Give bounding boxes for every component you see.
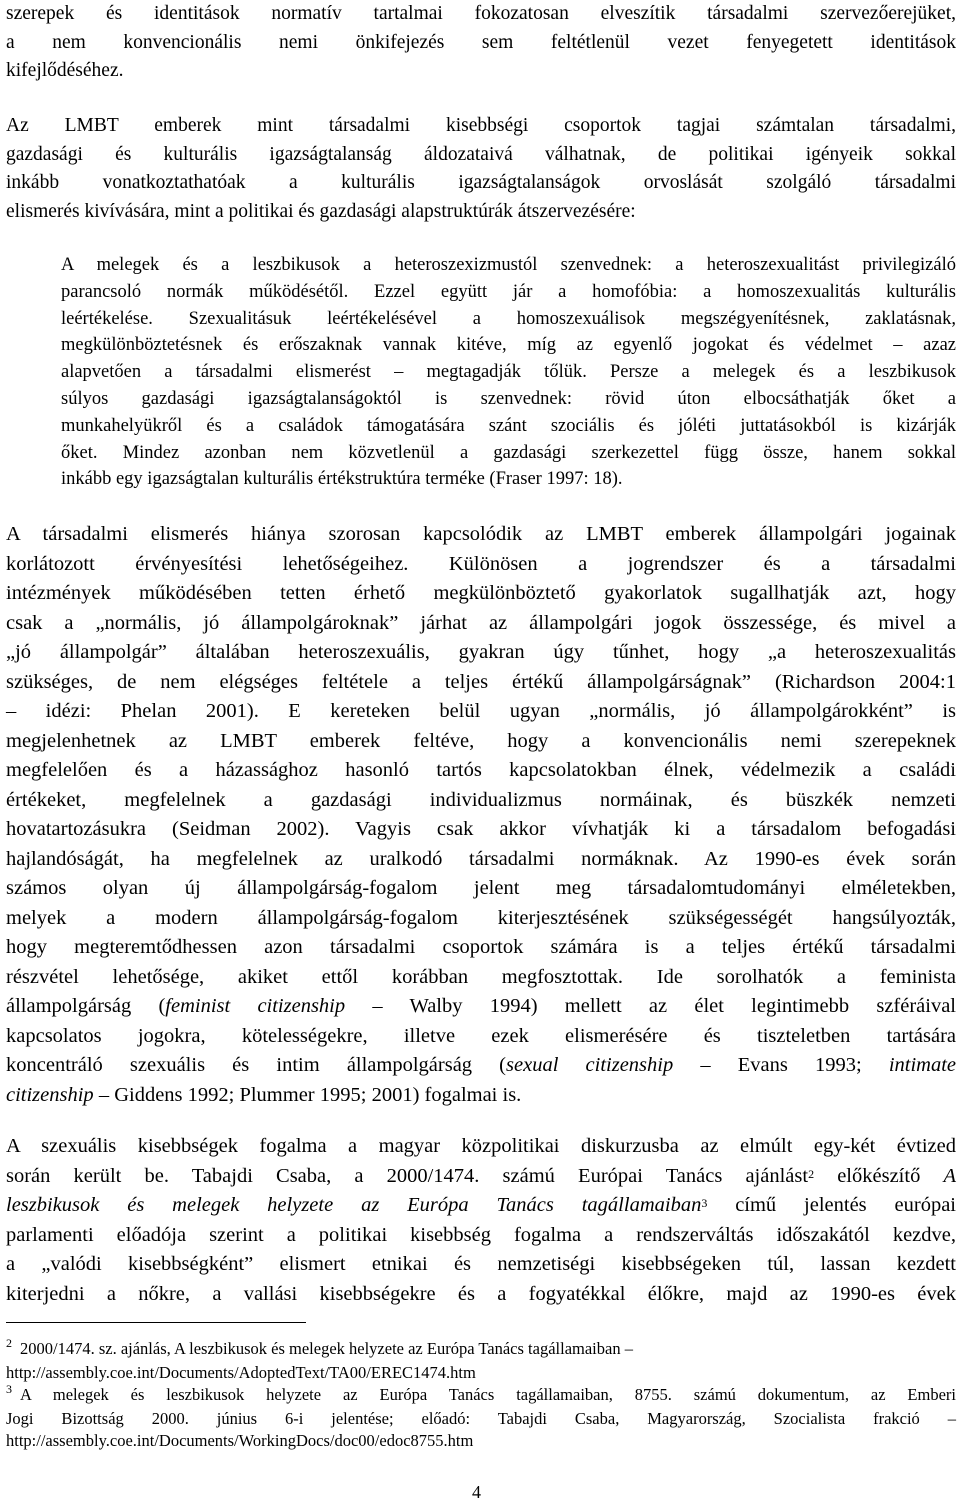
text-line: kapcsolatos jogokra, kötelességekre, illetve ezek elismerésére és tiszteletben tartására (6, 1024, 956, 1047)
text-line: megjelenhetnek az LMBT emberek feltéve, hogy a konvencionális nemi szerepeknek (6, 729, 956, 752)
text-line: szükséges, de nem elégséges feltétele a teljes értékű állampolgárságnak” (Richardson 2004:1 (6, 670, 956, 693)
footnote-line: Jogi Bizottság 2000. június 6-i jelentése; előadó: Tabajdi Csaba, Magyarország, Szocialista frakció – (6, 1408, 956, 1428)
footnote-divider (6, 1322, 306, 1323)
text-line: – idézi: Phelan 2001). E kereteken belül ugyan „normális, jó állampolgárokként” is (6, 700, 956, 722)
text-line: Az LMBT emberek mint társadalmi kisebbségi csoportok tagjai számtalan társadalmi, (6, 115, 956, 136)
text-line: kifejlődéséhez. (6, 60, 124, 81)
text-line (6, 1081, 956, 1111)
footnote-ref[interactable]: 2 (808, 1166, 815, 1181)
text-line: inkább vonatkoztathatóak a kulturális igazságtalanságok orvoslását szolgáló társadalmi (6, 172, 956, 193)
footnote-line (6, 1338, 956, 1362)
footnote-text: A melegek és leszbikusok helyzete az Európa Tanács tagállamaiban, 8755. számú dokumentum, az Emberi (20, 1385, 956, 1404)
text-segment: során került be. Tabajdi Csaba, a 2000/1474. számú Európai Tanács ajánlást (6, 1164, 809, 1187)
text-line (6, 1162, 956, 1192)
text-line: a nem konvencionális nemi önkifejezés sem feltétlenül vezet fenyegetett identitások (6, 31, 956, 53)
paragraph-3 (6, 520, 956, 1110)
text-line: hovatartozásukra (Seidman 2002). Vagyis csak akkor vívhatják ki a társadalom befogadási (6, 818, 956, 840)
text-line: gazdasági és kulturális igazságtalanság áldozataivá válhatnak, de politikai igényeik sokkal (6, 143, 956, 165)
quote-line: őket. Mindez azonban nem közvetlenül a gazdasági szerkezettel függ össze, hanem sokkal (61, 442, 956, 463)
italic-term: citizenship (6, 1083, 94, 1106)
text-line: értékeket, megfelelnek a gazdasági individualizmus normáinak, és büszkék nemzeti (6, 788, 956, 811)
quote-line: munkahelyükről és a családok támogatására szánt szociális és jóléti juttatásokból is kizárják (61, 415, 956, 436)
text-line: melyek a modern állampolgárság-fogalom kiterjesztésének szükségességét hangsúlyozták, (6, 906, 956, 929)
text-line: intézmények működésében tetten érhető megkülönböztető gyakorlatok sugallhatják azt, hogy (6, 582, 956, 604)
footnote-3 (6, 1384, 956, 1453)
quote-line: A melegek és a leszbikusok a heteroszexizmustól szenvednek: a heteroszexualitást privilegizáló (61, 255, 956, 275)
text-segment: előkészítő (814, 1164, 944, 1187)
paragraph-1 (6, 0, 956, 86)
footnote-text: 2000/1474. sz. ajánlás, A leszbikusok és melegek helyzete az Európa Tanács tagállamaiban – (20, 1339, 633, 1358)
footnote-ref[interactable]: 3 (701, 1196, 708, 1210)
text-line: korlátozott érvényesítési lehetőségeihez. Különösen a jogrendszer és a társadalmi (6, 552, 956, 575)
footnote-link[interactable]: http://assembly.coe.int/Documents/AdoptedText/TA00/EREC1474.htm (6, 1362, 476, 1382)
text-line: csak a „normális, jó állampolgároknak” járhat az állampolgári jogok összessége, és mivel a (6, 611, 956, 634)
footnote-number: 2 (6, 1336, 12, 1350)
quote-line: inkább egy igazságtalan kulturális értékstruktúra terméke (Fraser 1997: 18). (61, 469, 623, 490)
text-segment: – Giddens 1992; Plummer 1995; 2001) fogalmai is. (93, 1083, 522, 1106)
text-line (6, 1051, 956, 1081)
footnote-line (6, 1384, 956, 1408)
footnote-link[interactable]: http://assembly.coe.int/Documents/WorkingDocs/doc00/edoc8755.htm (6, 1431, 474, 1450)
quote-line: megkülönböztetésnek és erőszaknak vannak kitéve, míg az egyenlő jogokat és védelmet – azaz (61, 335, 956, 356)
text-line: hajlandóságát, ha megfelelnek az uralkodó társadalmi normáknak. Az 1990-es évek során (6, 847, 956, 870)
page-number: 4 (472, 1482, 481, 1502)
quote-line: leértékelése. Szexualitásuk leértékelésével a homoszexuálisok megszégyenítésnek, zaklatásnak, (61, 308, 956, 329)
text-line: számos olyan új állampolgárság-fogalom jelent meg társadalomtudományi elméletekben, (6, 877, 956, 899)
footnote-2 (6, 1338, 956, 1384)
text-line: megfelelően és a házassághoz hasonló tartós kapcsolatokban élnek, védelmezik a családi (6, 759, 956, 781)
text-line: „jó állampolgár” általában heteroszexuális, gyakran úgy tűnhet, hogy „a heteroszexualitás (6, 641, 956, 663)
text-line: szerepek és identitások normatív tartalmai fokozatosan elveszítik társadalmi szervezőerejüket, (6, 3, 956, 24)
text-line (6, 992, 956, 1022)
paragraph-4 (6, 1132, 956, 1309)
footnote-number: 3 (6, 1382, 12, 1396)
text-line (6, 1191, 956, 1221)
text-line: A szexuális kisebbségek fogalma a magyar közpolitikai diskurzusba az elmúlt egy-két évtized (6, 1135, 956, 1157)
quote-line: alapvetően a társadalmi elismerést – megtagadják tőlük. Persze a melegek és a leszbikusok (61, 362, 956, 383)
italic-term: feminist citizenship (165, 995, 346, 1017)
text-line: elismerés kivívására, mint a politikai és gazdasági alapstruktúrák átszervezésére: (6, 200, 636, 222)
italic-term: sexual citizenship (506, 1054, 674, 1076)
text-line: A társadalmi elismerés hiánya szorosan kapcsolódik az LMBT emberek állampolgári jogainak (6, 523, 956, 545)
text-line: a „valódi kisebbségként” elismert etnikai és nemzetiségi kisebbségeken túl, lassan kezdett (6, 1253, 956, 1275)
italic-title: A (943, 1164, 956, 1187)
block-quote (61, 252, 956, 493)
text-line: kiterjedni a nőkre, a vallási kisebbségekre és a fogyatékkal élőkre, majd az 1990-es évek (6, 1282, 956, 1305)
quote-line: parancsoló normák működésétől. Ezzel együtt jár a homofóbia: a homoszexualitás kulturális (61, 281, 956, 302)
text-segment: – Evans 1993; (673, 1054, 889, 1076)
italic-title: leszbikusok és melegek helyzete az Európa Tanács tagállamaiban (6, 1194, 702, 1216)
text-line: parlamenti előadója szerint a politikai kisebbség fogalma a rendszerváltás időszakától kezdve, (6, 1223, 956, 1246)
text-segment: című jelentés európai (707, 1194, 956, 1216)
quote-line: súlyos gazdasági igazságtalanságoktól is szenvednek: rövid úton elbocsáthatják őket a (61, 388, 956, 409)
text-line: részvétel lehetősége, akiket ettől korábban megfosztottak. Ide sorolhatók a feminista (6, 965, 956, 988)
text-line: hogy megteremtődhessen azon társadalmi csoportok számára is a teljes értékű társadalmi (6, 936, 956, 958)
italic-term: intimate (888, 1054, 957, 1076)
text-segment: – Walby 1994) mellett az élet legintimebb szféráival (345, 995, 957, 1017)
paragraph-2 (6, 112, 956, 226)
text-segment: állampolgárság ( (6, 995, 166, 1017)
text-segment: koncentráló szexuális és intim állampolgárság ( (6, 1054, 507, 1076)
